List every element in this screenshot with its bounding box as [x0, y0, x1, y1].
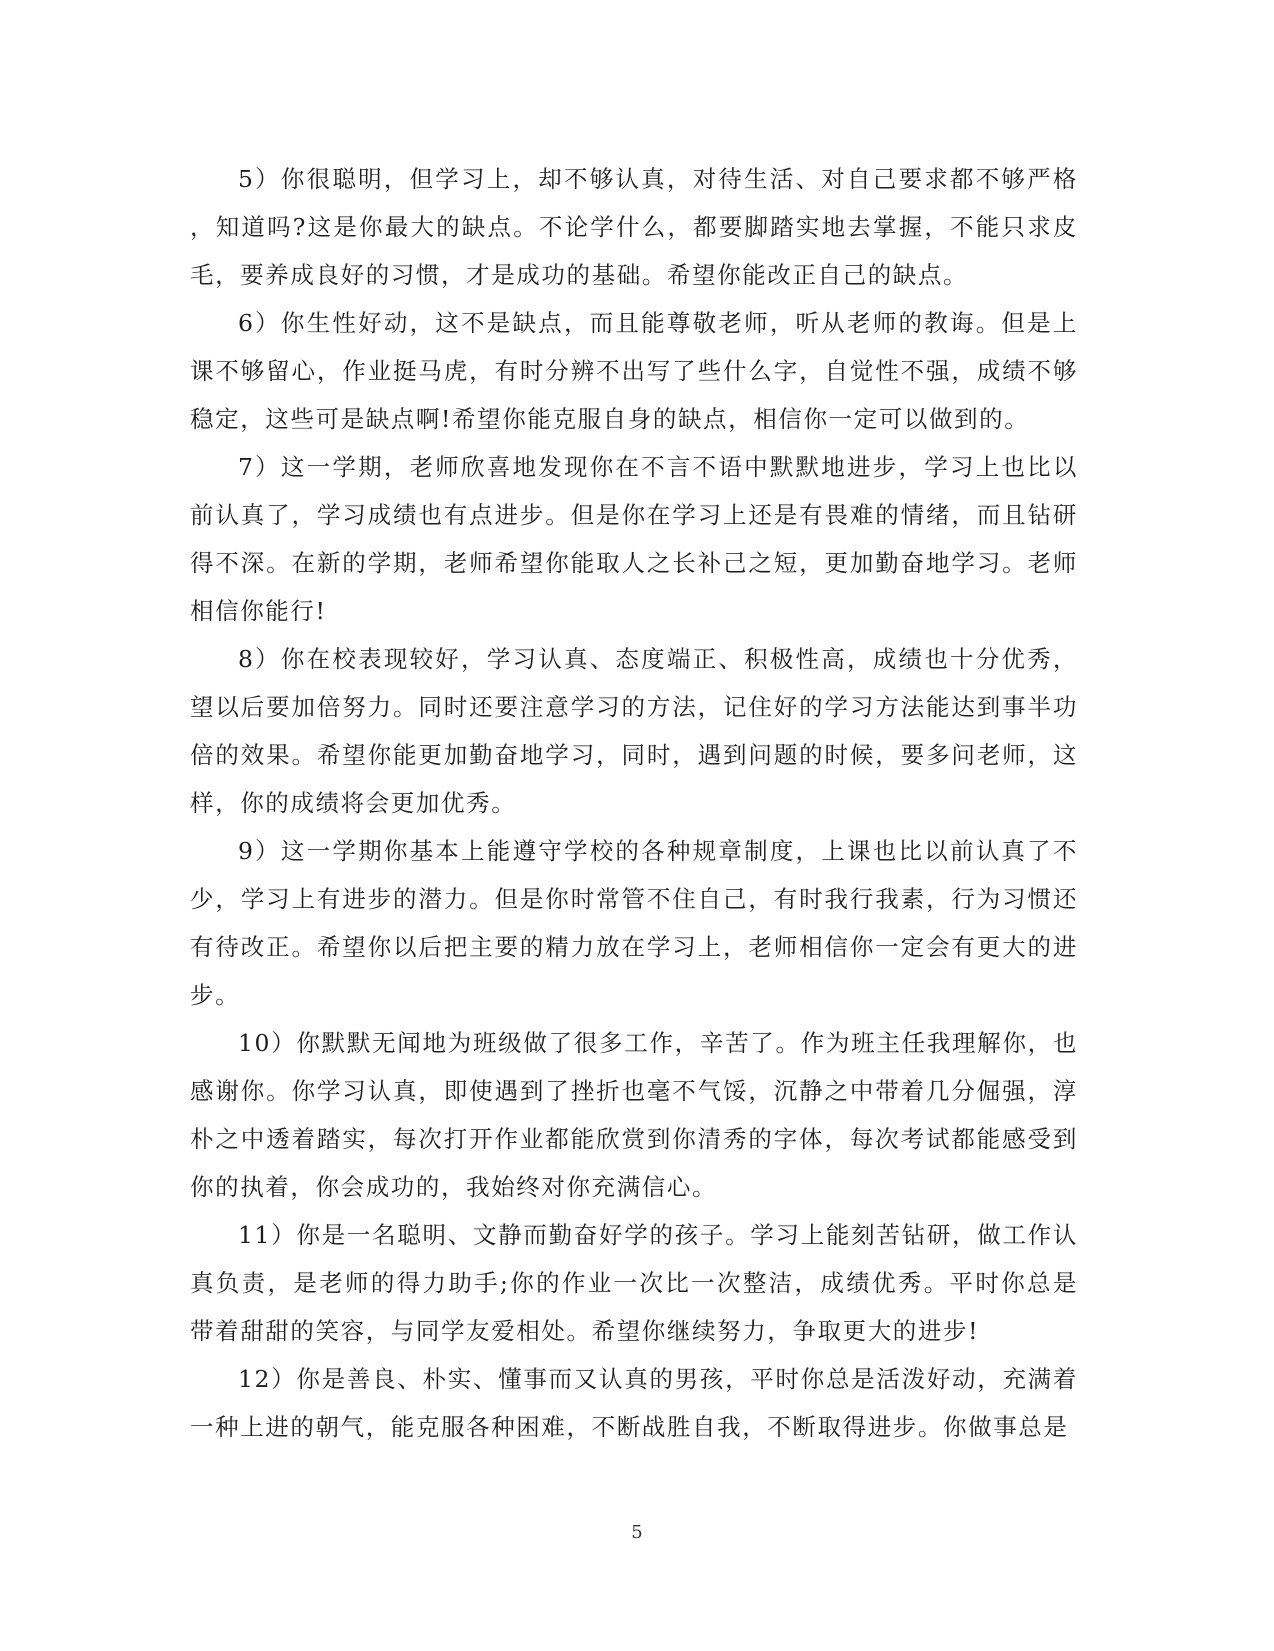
- paragraph-comment-6: 6）你生性好动，这不是缺点，而且能尊敬老师，听从老师的教诲。但是上课不够留心，作业挺马虎，有时分辨不出写了些什么字，自觉性不强，成绩不够稳定，这些可是缺点啊!希望你能克服自身的缺点，相信你一定可以做到的。: [190, 309, 1078, 433]
- paragraph-comment-12: 12）你是善良、朴实、懂事而又认真的男孩，平时你总是活泼好动，充满着一种上进的朝气，能克服各种困难，不断战胜自我，不断取得进步。你做事总是: [190, 1365, 1078, 1441]
- paragraph-comment-10: 10）你默默无闻地为班级做了很多工作，辛苦了。作为班主任我理解你，也感谢你。你学习认真，即使遇到了挫折也毫不气馁，沉静之中带着几分倔强，淳朴之中透着踏实，每次打开作业都能欣赏到你清秀的字体，每次考试都能感受到你的执着，你会成功的，我始终对你充满信心。: [190, 1029, 1078, 1201]
- paragraph-comment-11: 11）你是一名聪明、文静而勤奋好学的孩子。学习上能刻苦钻研，做工作认真负责，是老师的得力助手;你的作业一次比一次整洁，成绩优秀。平时你总是带着甜甜的笑容，与同学友爱相处。希望你继续努力，争取更大的进步!: [190, 1221, 1078, 1345]
- page-number: 5: [631, 1522, 643, 1543]
- paragraph-comment-8: 8）你在校表现较好，学习认真、态度端正、积极性高，成绩也十分优秀，望以后要加倍努力。同时还要注意学习的方法，记住好的学习方法能达到事半功倍的效果。希望你能更加勤奋地学习，同时，遇到问题的时候，要多问老师，这样，你的成绩将会更加优秀。: [190, 645, 1078, 817]
- paragraph-comment-9: 9）这一学期你基本上能遵守学校的各种规章制度，上课也比以前认真了不少，学习上有进步的潜力。但是你时常管不住自己，有时我行我素，行为习惯还有待改正。希望你以后把主要的精力放在学习上，老师相信你一定会有更大的进步。: [190, 837, 1078, 1009]
- paragraph-comment-5: 5）你很聪明，但学习上，却不够认真，对待生活、对自己要求都不够严格，知道吗?这是你最大的缺点。不论学什么，都要脚踏实地去掌握，不能只求皮毛，要养成良好的习惯，才是成功的基础。希望你能改正自己的缺点。: [190, 165, 1078, 289]
- document-body: [190, 155, 1078, 1451]
- paragraph-comment-7: 7）这一学期，老师欣喜地发现你在不言不语中默默地进步，学习上也比以前认真了，学习成绩也有点进步。但是你在学习上还是有畏难的情绪，而且钻研得不深。在新的学期，老师希望你能取人之长补己之短，更加勤奋地学习。老师相信你能行!: [190, 453, 1078, 625]
